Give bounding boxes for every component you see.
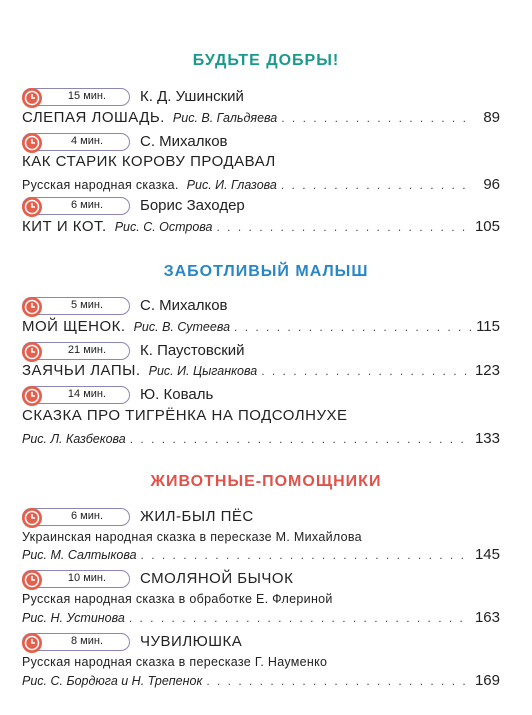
reading-time: 10 мин.: [67, 572, 107, 584]
clock-icon: [21, 385, 43, 407]
clock-icon: [21, 87, 43, 109]
reading-time-row: [22, 88, 500, 108]
clock-icon: [21, 507, 43, 529]
section-title: БУДЬТЕ ДОБРЫ!: [192, 52, 340, 69]
illustrator: Рис. И. Цыганкова: [148, 364, 258, 378]
page-number: 123: [474, 362, 500, 379]
reading-time-badge: [22, 88, 130, 106]
reading-time: 14 мин.: [67, 388, 107, 400]
story-title[interactable]: ЧУВИЛЮШКА: [140, 633, 243, 650]
illustrator: Рис. С. Бордюга и Н. Трепенок: [22, 674, 203, 688]
story-title: КИТ И КОТ.: [22, 218, 107, 235]
page-number: 96: [483, 176, 500, 193]
reading-time-row: [22, 570, 500, 590]
leader-dots: [141, 548, 471, 562]
leader-dots: [281, 178, 474, 192]
reading-time-badge: [22, 633, 130, 651]
story-note: Русская народная сказка в обработке Е. Флериной: [22, 592, 333, 606]
author: С. Михалков: [140, 297, 228, 314]
clock-icon: [21, 196, 43, 218]
toc-entry-detail: [22, 176, 500, 193]
toc-entry-detail: [22, 430, 500, 447]
toc-entry-detail: [22, 655, 500, 669]
toc-entry[interactable]: [22, 318, 500, 335]
leader-dots: [130, 432, 471, 446]
reading-time-badge: [22, 570, 130, 588]
page-number: 163: [474, 609, 500, 626]
reading-time: 5 мин.: [70, 299, 103, 311]
reading-time-badge: [22, 342, 130, 360]
leader-dots: [261, 364, 471, 378]
clock-icon: [21, 296, 43, 318]
reading-time-badge: [22, 197, 130, 215]
page-number: 133: [474, 430, 500, 447]
page-number: 89: [483, 109, 500, 126]
illustrator: Рис. В. Гальдяева: [172, 111, 278, 125]
story-note: Русская народная сказка в пересказе Г. Науменко: [22, 655, 328, 669]
leader-dots: [281, 111, 474, 125]
toc-entry-detail: [22, 672, 500, 689]
leader-dots: [129, 611, 471, 625]
section-title: ЗАБОТЛИВЫЙ МАЛЫШ: [163, 263, 369, 280]
reading-time-row: [22, 297, 500, 317]
toc-entry[interactable]: [22, 218, 500, 235]
reading-time-row: [22, 133, 500, 153]
illustrator: Рис. С. Острова: [114, 220, 213, 234]
reading-time-row: [22, 508, 500, 528]
story-title: СЛЕПАЯ ЛОШАДЬ.: [22, 109, 165, 126]
leader-dots: [234, 320, 472, 334]
illustrator: Рис. М. Салтыкова: [22, 548, 137, 562]
story-title: СКАЗКА ПРО ТИГРЁНКА НА ПОДСОЛНУХЕ: [22, 407, 348, 424]
author: Ю. Коваль: [140, 386, 214, 403]
toc-entry[interactable]: [22, 153, 500, 170]
clock-icon: [21, 341, 43, 363]
reading-time-badge: [22, 133, 130, 151]
reading-time-badge: [22, 386, 130, 404]
illustrator: Рис. В. Сутеева: [133, 320, 231, 334]
reading-time: 6 мин.: [70, 510, 103, 522]
clock-icon: [21, 132, 43, 154]
story-note: Украинская народная сказка в пересказе М. Михайлова: [22, 530, 362, 544]
illustrator: Рис. И. Глазова: [186, 178, 277, 192]
reading-time-badge: [22, 297, 130, 315]
story-title: КАК СТАРИК КОРОВУ ПРОДАВАЛ: [22, 153, 276, 170]
reading-time: 8 мин.: [70, 635, 103, 647]
page-number: 105: [474, 218, 500, 235]
illustrator: Рис. Н. Устинова: [22, 611, 125, 625]
author: К. Паустовский: [140, 342, 245, 359]
page-number: 145: [474, 546, 500, 563]
toc-entry-detail: [22, 546, 500, 563]
story-title[interactable]: СМОЛЯНОЙ БЫЧОК: [140, 570, 294, 587]
page-number: 169: [474, 672, 500, 689]
toc-entry[interactable]: [22, 362, 500, 379]
reading-time-row: [22, 197, 500, 217]
reading-time: 4 мин.: [70, 135, 103, 147]
page-number: 115: [476, 318, 500, 335]
author: С. Михалков: [140, 133, 228, 150]
toc-entry[interactable]: [22, 109, 500, 126]
story-title: МОЙ ЩЕНОК.: [22, 318, 126, 335]
toc-entry-detail: [22, 609, 500, 626]
reading-time-row: [22, 633, 500, 653]
section-title: ЖИВОТНЫЕ-ПОМОЩНИКИ: [150, 473, 382, 490]
author: К. Д. Ушинский: [140, 88, 244, 105]
toc-entry-detail: [22, 592, 500, 606]
story-title[interactable]: ЖИЛ-БЫЛ ПЁС: [140, 508, 254, 525]
reading-time: 6 мин.: [70, 199, 103, 211]
reading-time: 21 мин.: [67, 344, 107, 356]
author: Борис Заходер: [140, 197, 245, 214]
toc-entry[interactable]: [22, 407, 500, 424]
illustrator: Рис. Л. Казбекова: [22, 432, 126, 446]
reading-time-row: [22, 386, 500, 406]
clock-icon: [21, 569, 43, 591]
reading-time-row: [22, 342, 500, 362]
leader-dots: [206, 674, 471, 688]
story-note: Русская народная сказка.: [22, 178, 179, 192]
story-title: ЗАЯЧЬИ ЛАПЫ.: [22, 362, 141, 379]
reading-time-badge: [22, 508, 130, 526]
reading-time: 15 мин.: [67, 90, 107, 102]
toc-entry-detail: [22, 530, 500, 544]
clock-icon: [21, 632, 43, 654]
leader-dots: [217, 220, 471, 234]
